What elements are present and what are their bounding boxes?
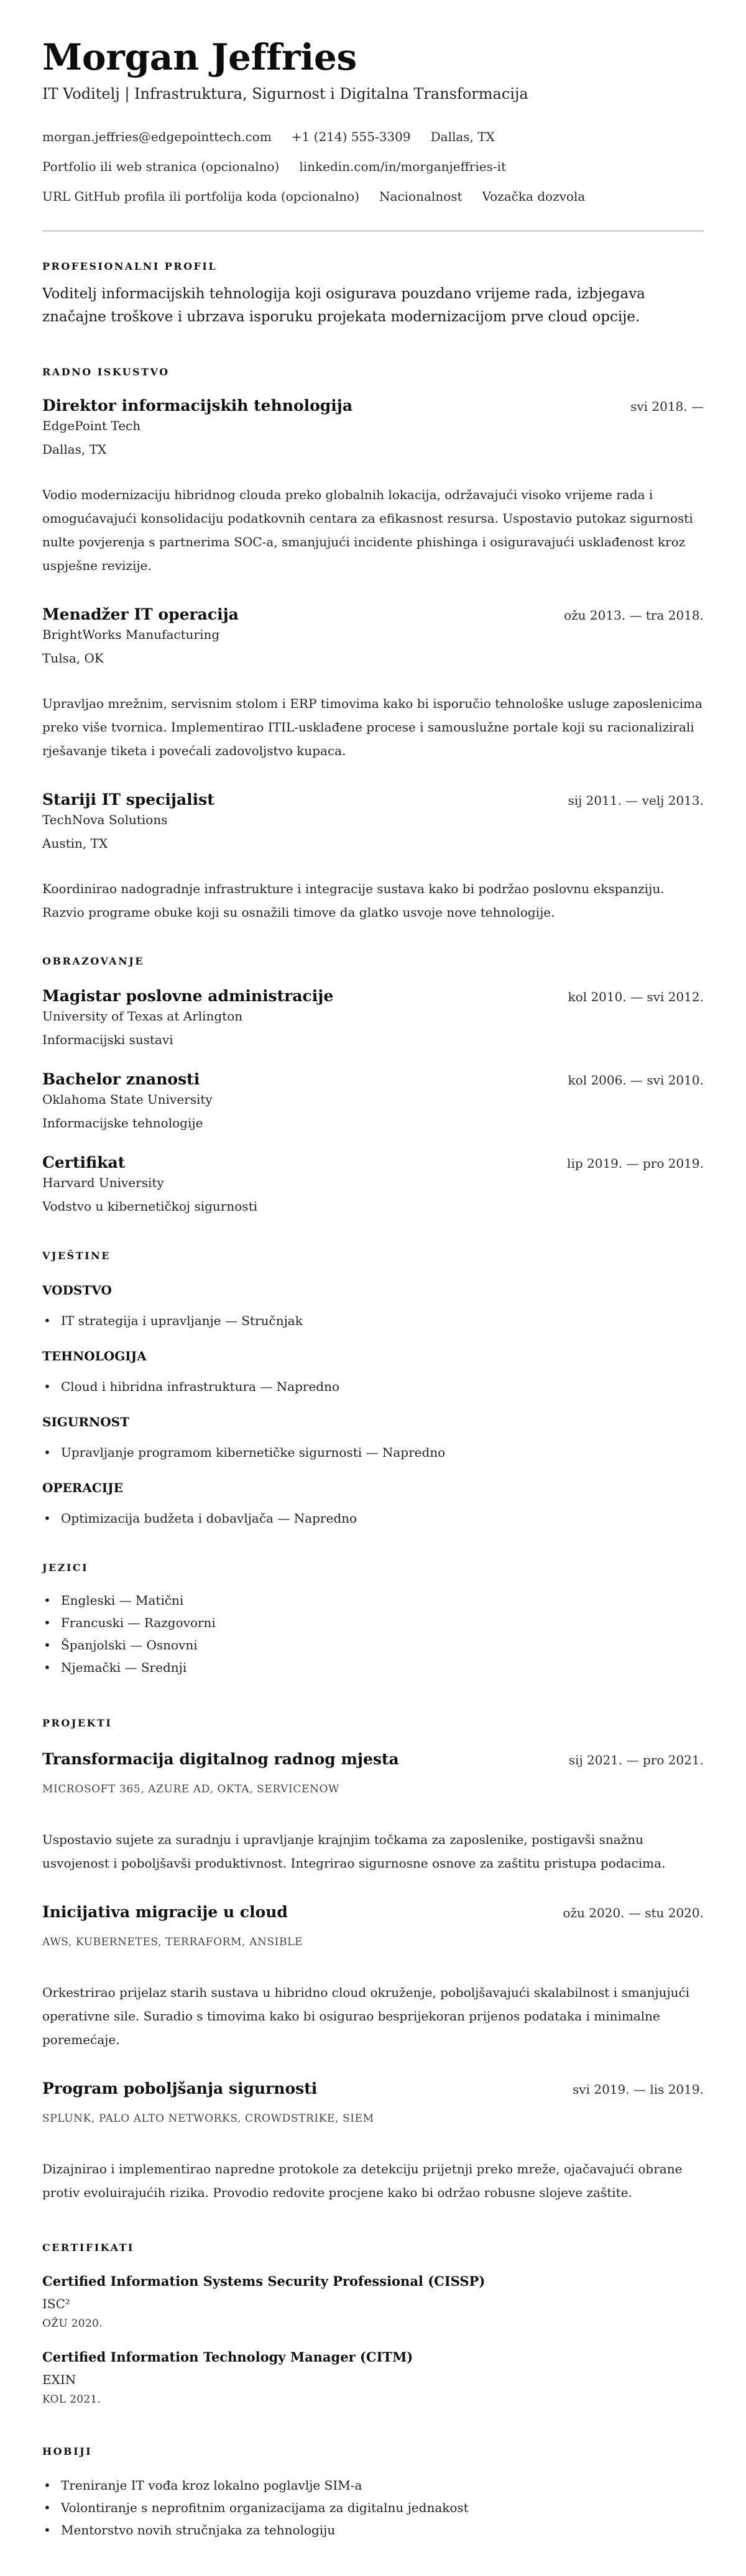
language-item: • Francuski — Razgovorni	[42, 1614, 704, 1631]
skill-category: SIGURNOST	[42, 1414, 129, 1429]
section-hobbies	[42, 2445, 704, 2539]
section-title-languages: JEZICI	[42, 1562, 89, 1574]
candidate-name: Morgan Jeffries	[42, 36, 357, 78]
project-tech-stack: AWS, KUBERNETES, TERRAFORM, ANSIBLE	[42, 1936, 303, 1948]
nationality-text: Nacionalnost	[379, 189, 463, 204]
section-experience	[42, 366, 704, 924]
location-text: Dallas, TX	[430, 129, 495, 144]
certificate-entry	[42, 2349, 704, 2407]
experience-entry	[42, 396, 704, 577]
skill-group	[42, 1414, 704, 1461]
skill-item: • Upravljanje programom kibernetičke sigurnosti — Napredno	[42, 1444, 704, 1461]
project-title: Inicijativa migracije u cloud	[42, 1903, 288, 1921]
job-dates: sij 2011. — velj 2013.	[568, 793, 704, 808]
project-title: Transformacija digitalnog radnog mjesta	[42, 1750, 399, 1768]
certificate-entry	[42, 2273, 704, 2331]
project-description: Orkestrirao prijelaz starih sustava u hibridno cloud okruženje, poboljšavajući skalabilnost i smanjujući operativne sile. Suradio s timovima kako bi osigurao besprijekoran prijenos podataka i minimalne poremećaje.	[42, 1985, 690, 2047]
degree-title: Magistar poslovne administracije	[42, 987, 334, 1005]
job-dates: svi 2018. —	[630, 399, 704, 414]
education-dates: lip 2019. — pro 2019.	[567, 1156, 704, 1171]
section-skills	[42, 1250, 704, 1527]
project-entry	[42, 1902, 704, 2051]
field-of-study: Informacijski sustavi	[42, 1032, 173, 1047]
education-entry	[42, 1070, 704, 1132]
contact-row-primary	[42, 128, 704, 145]
project-description: Uspostavio sujete za suradnju i upravljanje krajnjim točkama za zaposlenike, postigavši snažnu usvojenost i poboljšavši produktivnost. Integrirao sigurnosne osnove za zaštitu pristupa podacima.	[42, 1832, 666, 1871]
language-item: • Španjolski — Osnovni	[42, 1636, 704, 1654]
project-tech-stack: MICROSOFT 365, AZURE AD, OKTA, SERVICENOW	[42, 1783, 340, 1795]
portfolio-link[interactable]: Portfolio ili web stranica (opcionalno)	[42, 159, 280, 174]
certificate-issuer: ISC²	[42, 2296, 70, 2311]
drivers-license-text: Vozačka dozvola	[482, 189, 586, 204]
degree-title: Certifikat	[42, 1153, 126, 1171]
school-name: University of Texas at Arlington	[42, 1009, 243, 1024]
skill-group	[42, 1282, 704, 1329]
skill-category: OPERACIJE	[42, 1480, 123, 1495]
section-title-certificates: CERTIFIKATI	[42, 2242, 134, 2253]
job-description: Koordinirao nadogradnje infrastrukture i integracije sustava kako bi podržao poslovnu ekspanziju. Razvio programe obuke koji su osnažili timove da glatko usvoje nove tehnologije.	[42, 881, 665, 920]
section-title-hobbies: HOBIJI	[42, 2445, 93, 2457]
contact-row-links	[42, 158, 704, 175]
skill-category: TEHNOLOGIJA	[42, 1349, 147, 1364]
certificate-date: KOL 2021.	[42, 2393, 101, 2406]
job-company: TechNova Solutions	[42, 812, 168, 827]
education-entry	[42, 1153, 704, 1215]
hobby-item: • Mentorstvo novih stručnjaka za tehnologiju	[42, 2521, 704, 2539]
certificate-date: OŽU 2020.	[42, 2317, 103, 2330]
language-item: • Njemački — Srednji	[42, 1659, 704, 1676]
experience-entry	[42, 790, 704, 924]
project-tech-stack: SPLUNK, PALO ALTO NETWORKS, CROWDSTRIKE, SIEM	[42, 2112, 374, 2125]
linkedin-link[interactable]: linkedin.com/in/morganjeffries-it	[299, 159, 507, 174]
section-education	[42, 955, 704, 1215]
project-title: Program poboljšanja sigurnosti	[42, 2079, 318, 2097]
hobby-item: • Treniranje IT vođa kroz lokalno poglavlje SIM-a	[42, 2477, 704, 2494]
education-entry	[42, 986, 704, 1048]
project-description: Dizajnirao i implementirao napredne protokole za detekciju prijetnji preko mreže, ojačavajući obrane protiv evoluirajućih rizika. Provodio redovite procjene kako bi održao robusne slojeve zaštite.	[42, 2161, 683, 2200]
field-of-study: Vodstvo u kibernetičkoj sigurnosti	[42, 1199, 257, 1214]
education-dates: kol 2010. — svi 2012.	[568, 989, 704, 1004]
project-entry	[42, 1749, 704, 1875]
job-description: Upravljao mrežnim, servisnim stolom i ERP timovima kako bi isporučio tehnološke usluge zaposlenicima preko više tvornica. Implementirao ITIL-usklađene procese i samouslužne portale koji su racionalizirali rješavanje tiketa i povećali zadovoljstvo kupaca.	[42, 696, 702, 758]
job-title: Stariji IT specijalist	[42, 791, 214, 809]
candidate-headline: IT Voditelj | Infrastruktura, Sigurnost i Digitalna Transformacija	[42, 85, 528, 103]
job-company: EdgePoint Tech	[42, 418, 141, 433]
language-item: • Engleski — Matični	[42, 1592, 704, 1609]
section-certificates	[42, 2242, 704, 2407]
resume-header	[42, 35, 704, 232]
section-title-skills: VJEŠTINE	[42, 1250, 111, 1262]
header-divider	[42, 230, 704, 232]
section-title-education: OBRAZOVANJE	[42, 955, 144, 967]
section-title-experience: RADNO ISKUSTVO	[42, 366, 170, 378]
section-languages	[42, 1562, 704, 1676]
education-dates: kol 2006. — svi 2010.	[568, 1073, 704, 1088]
job-location: Tulsa, OK	[42, 651, 104, 666]
school-name: Oklahoma State University	[42, 1092, 213, 1107]
github-link[interactable]: URL GitHub profila ili portfolija koda (opcionalno)	[42, 189, 360, 204]
job-company: BrightWorks Manufacturing	[42, 627, 220, 642]
section-projects	[42, 1717, 704, 2204]
job-title: Menadžer IT operacija	[42, 605, 239, 623]
field-of-study: Informacijske tehnologije	[42, 1116, 203, 1130]
project-entry	[42, 2079, 704, 2204]
section-profile	[42, 260, 704, 329]
certificate-issuer: EXIN	[42, 2372, 76, 2387]
job-title: Direktor informacijskih tehnologija	[42, 396, 353, 415]
hobby-list	[42, 2477, 704, 2539]
skill-group	[42, 1480, 704, 1527]
skill-item: • IT strategija i upravljanje — Stručnjak	[42, 1312, 704, 1329]
experience-entry	[42, 605, 704, 763]
profile-summary: Voditelj informacijskih tehnologija koji osigurava pouzdano vrijeme rada, izbjegava značajne troškove i ubrzava isporuku projekata modernizacijom prve cloud opcije.	[42, 286, 645, 325]
email-link[interactable]: morgan.jeffries@edgepointtech.com	[42, 129, 272, 144]
section-title-projects: PROJEKTI	[42, 1717, 113, 1729]
section-title-profile: PROFESIONALNI PROFIL	[42, 260, 218, 272]
job-dates: ožu 2013. — tra 2018.	[564, 608, 704, 623]
degree-title: Bachelor znanosti	[42, 1070, 200, 1088]
skill-category: VODSTVO	[42, 1283, 112, 1298]
job-location: Austin, TX	[42, 836, 108, 851]
skill-group	[42, 1348, 704, 1395]
job-location: Dallas, TX	[42, 442, 107, 457]
skill-item: • Optimizacija budžeta i dobavljača — Napredno	[42, 1510, 704, 1527]
skill-item: • Cloud i hibridna infrastruktura — Napredno	[42, 1378, 704, 1395]
project-dates: ožu 2020. — stu 2020.	[563, 1905, 704, 1920]
certificate-name: Certified Information Technology Manager (CITM)	[42, 2349, 413, 2365]
hobby-item: • Volontiranje s neprofitnim organizacijama za digitalnu jednakost	[42, 2499, 704, 2516]
project-dates: svi 2019. — lis 2019.	[573, 2082, 704, 2097]
language-list	[42, 1592, 704, 1676]
school-name: Harvard University	[42, 1175, 164, 1190]
certificate-name: Certified Information Systems Security Professional (CISSP)	[42, 2273, 486, 2289]
project-dates: sij 2021. — pro 2021.	[568, 1753, 704, 1767]
contact-row-extra	[42, 188, 704, 205]
phone-link[interactable]: +1 (214) 555-3309	[291, 129, 411, 144]
job-description: Vodio modernizaciju hibridnog clouda preko globalnih lokacija, održavajući visoko vrijeme rada i omogućavajući konsolidaciju podatkovnih centara za efikasnost resursa. Uspostavio putokaz sigurnosti nulte povjerenja s partnerima SOC-a, smanjujući incidente phishinga i osiguravajući usklađenost kroz uspješne revizije.	[42, 487, 693, 573]
